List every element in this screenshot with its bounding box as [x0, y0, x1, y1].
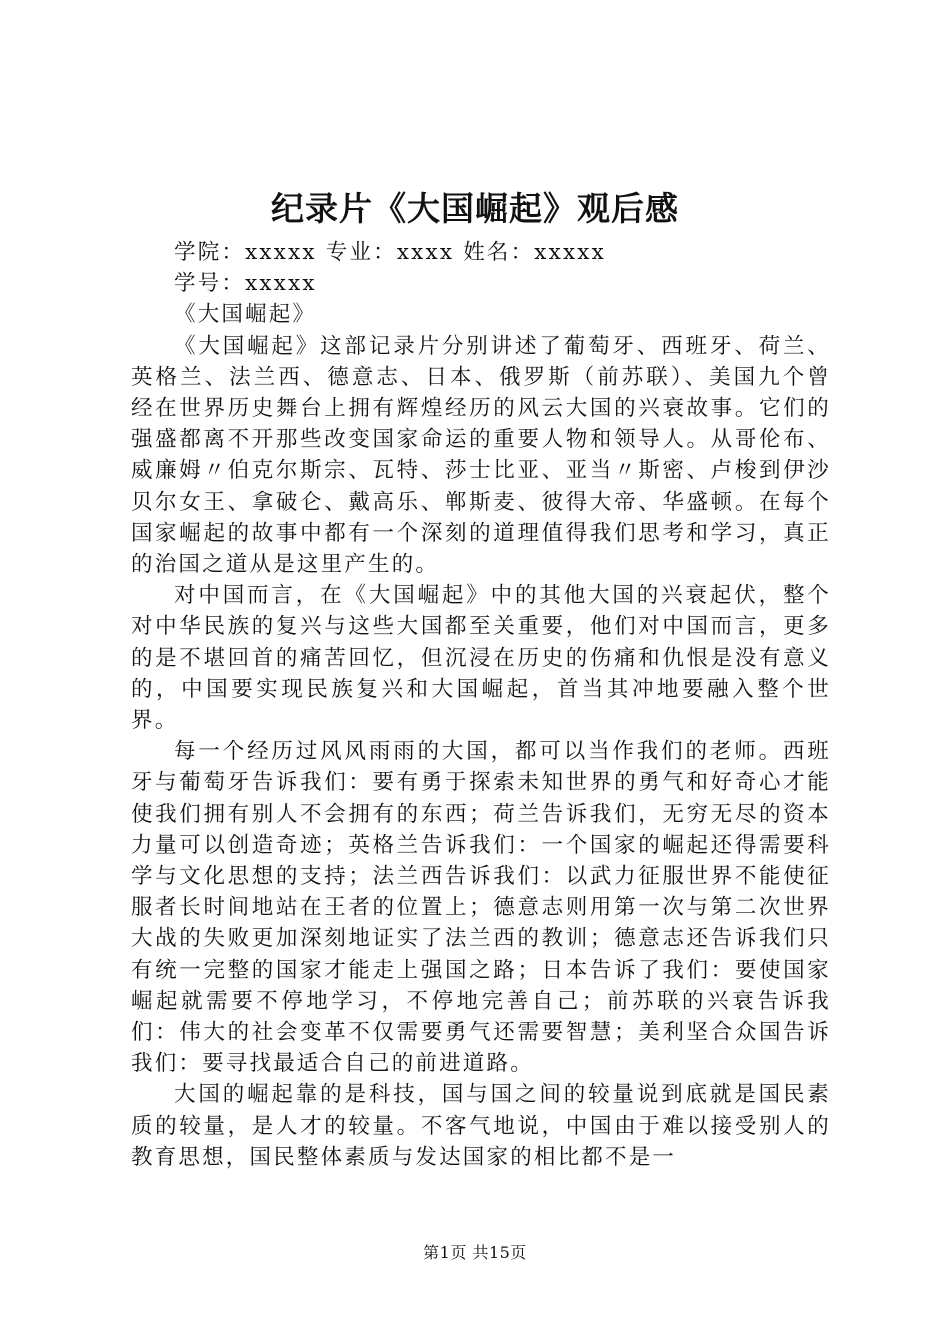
document-title: 纪录片《大国崛起》观后感	[271, 189, 679, 228]
paragraph: 大国的崛起靠的是科技，国与国之间的较量说到底就是国民素质的较量，是人才的较量。不客气地说，中国由于难以接受别人的教育思想，国民整体素质与发达国家的相比都不是一	[131, 1082, 831, 1170]
student-id-line: 学号：xxxxx	[174, 271, 317, 297]
page-indicator: 第1页 共15页	[423, 1243, 527, 1262]
subheading: 《大国崛起》	[174, 302, 317, 328]
paragraph: 《大国崛起》这部记录片分别讲述了葡萄牙、西班牙、荷兰、英格兰、法兰西、德意志、日本、俄罗斯（前苏联）、美国九个曾经在世界历史舞台上拥有辉煌经历的风云大国的兴衰故事。它们的强盛都离不开那些改变国家命运的重要人物和领导人。从哥伦布、威廉姆〃伯克尔斯宗、瓦特、莎士比亚、亚当〃斯密、卢梭到伊沙贝尔女王、拿破仑、戴高乐、郸斯麦、彼得大帝、华盛顿。在每个国家崛起的故事中都有一个深刻的道理值得我们思考和学习，真正的治国之道从是这里产生的。	[131, 333, 831, 578]
author-info-line: 学院：xxxxx 专业：xxxx 姓名：xxxxx	[174, 240, 606, 265]
paragraph: 每一个经历过风风雨雨的大国，都可以当作我们的老师。西班牙与葡萄牙告诉我们：要有勇于探索未知世界的勇气和好奇心才能使我们拥有别人不会拥有的东西；荷兰告诉我们，无穷无尽的资本力量可以创造奇迹；英格兰告诉我们：一个国家的崛起还得需要科学与文化思想的支持；法兰西告诉我们：以武力征服世界不能使征服者长时间地站在王者的位置上；德意志则用第一次与第二次世界大战的失败更加深刻地证实了法兰西的教训；德意志还告诉我们只有统一完整的国家才能走上强国之路；日本告诉了我们：要使国家崛起就需要不停地学习，不停地完善自己；前苏联的兴衰告诉我们：伟大的社会变革不仅需要勇气还需要智慧；美利坚合众国告诉我们：要寻找最适合自己的前进道路。	[131, 739, 831, 1077]
document-body	[131, 237, 831, 1173]
paragraph: 对中国而言，在《大国崛起》中的其他大国的兴衰起伏，整个对中华民族的复兴与这些大国都至关重要，他们对中国而言，更多的是不堪回首的痛苦回忆，但沉浸在历史的伤痛和仇恨是没有意义的，中国要实现民族复兴和大国崛起，首当其冲地要融入整个世界。	[131, 583, 831, 734]
